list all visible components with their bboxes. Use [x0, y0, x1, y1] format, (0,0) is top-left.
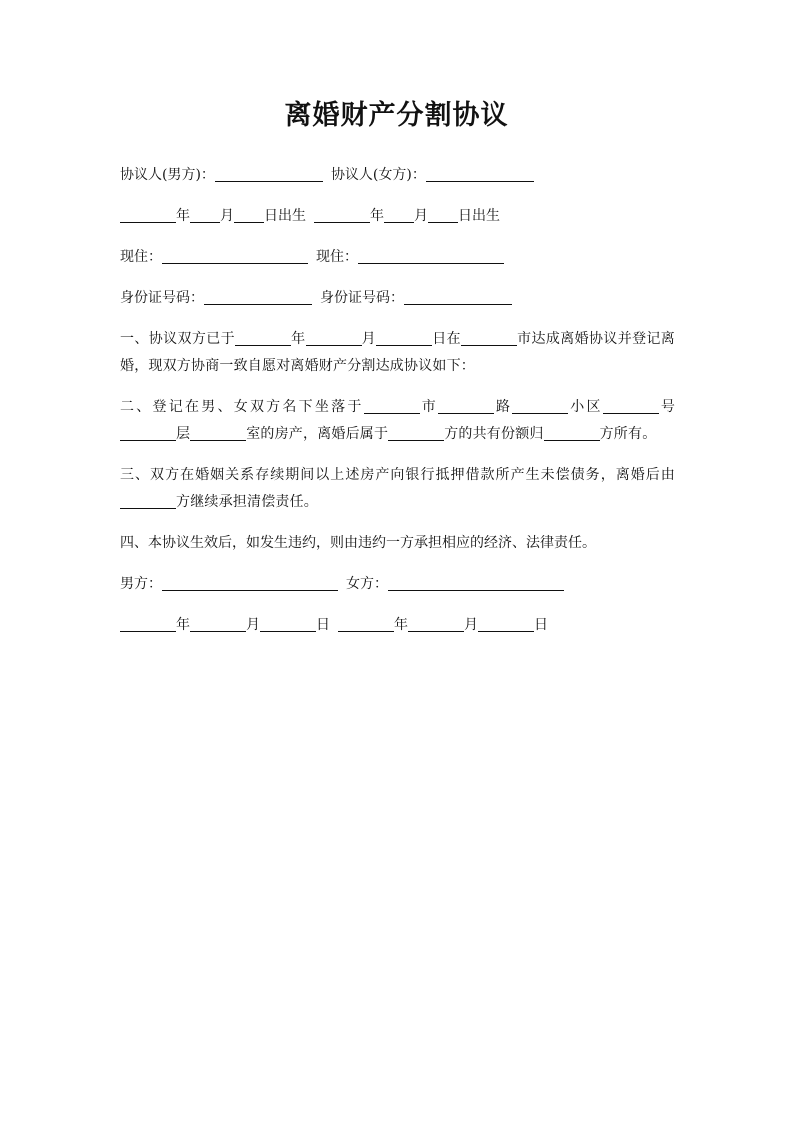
female-birth-month-blank[interactable]: [384, 208, 414, 223]
area-label: 小区: [568, 399, 603, 415]
clause-3: [120, 462, 675, 516]
male-residence-blank[interactable]: [162, 249, 308, 264]
residence-line: [120, 244, 675, 271]
female-id-label: 身份证号码：: [320, 290, 404, 306]
female-date-year-blank[interactable]: [338, 617, 394, 632]
male-signature-blank[interactable]: [162, 576, 338, 591]
clause-1-city-blank[interactable]: [461, 331, 517, 346]
month-label: 月: [464, 617, 478, 633]
city-label: 市: [419, 399, 438, 415]
female-signature-blank[interactable]: [388, 576, 564, 591]
female-signature-label: 女方：: [346, 576, 388, 592]
day-label: 日: [316, 617, 330, 633]
male-signature-label: 男方：: [120, 576, 162, 592]
female-date-day-blank[interactable]: [478, 617, 534, 632]
male-id-blank[interactable]: [204, 290, 312, 305]
clause-4: 四、本协议生效后，如发生违约，则由违约一方承担相应的经济、法律责任。: [120, 535, 596, 551]
month-label: 月: [246, 617, 260, 633]
day-born-label: 日出生: [458, 208, 500, 224]
clause-2-text: 室的房产，离婚后属于: [246, 426, 389, 442]
female-party-label: 协议人(女方)：: [330, 167, 426, 183]
day-label: 日: [534, 617, 548, 633]
clause-2-city-blank[interactable]: [364, 399, 420, 414]
year-label: 年: [370, 208, 384, 224]
female-birth-day-blank[interactable]: [428, 208, 458, 223]
document-title: 离婚财产分割协议: [284, 100, 509, 131]
clause-3-party-blank[interactable]: [120, 494, 176, 509]
clause-2-road-blank[interactable]: [438, 399, 494, 414]
clause-2-party-blank[interactable]: [388, 426, 444, 441]
male-residence-label: 现住：: [120, 249, 162, 265]
year-label: 年: [176, 208, 190, 224]
female-residence-label: 现住：: [316, 249, 358, 265]
clause-2-owner-blank[interactable]: [544, 426, 600, 441]
year-label: 年: [176, 617, 190, 633]
male-party-blank[interactable]: [215, 167, 323, 182]
document-body: [120, 162, 675, 653]
party-line: [120, 162, 675, 189]
month-label: 月: [414, 208, 428, 224]
female-date-month-blank[interactable]: [408, 617, 464, 632]
female-residence-blank[interactable]: [358, 249, 504, 264]
signature-line: [120, 571, 675, 598]
male-birth-month-blank[interactable]: [190, 208, 220, 223]
id-line: [120, 285, 675, 312]
clause-2-text: 方的共有份额归: [444, 426, 544, 442]
month-label: 月: [220, 208, 234, 224]
clause-1-year-blank[interactable]: [235, 331, 291, 346]
clause-1-day-blank[interactable]: [376, 331, 432, 346]
male-id-label: 身份证号码：: [120, 290, 204, 306]
clause-2-room-blank[interactable]: [190, 426, 246, 441]
male-birth-day-blank[interactable]: [234, 208, 264, 223]
road-label: 路: [493, 399, 513, 415]
date-line: [120, 612, 675, 639]
clause-2-number-blank[interactable]: [603, 399, 659, 414]
clause-2: [120, 394, 675, 448]
day-born-label: 日出生: [264, 208, 306, 224]
male-date-month-blank[interactable]: [190, 617, 246, 632]
year-label: 年: [394, 617, 408, 633]
female-birth-year-blank[interactable]: [314, 208, 370, 223]
clause-2-floor-blank[interactable]: [120, 426, 176, 441]
clause-1: [120, 326, 675, 380]
floor-label: 层: [176, 426, 191, 442]
male-date-year-blank[interactable]: [120, 617, 176, 632]
clause-2-text: 二、登记在男、女双方名下坐落于: [120, 399, 364, 415]
clause-2-area-blank[interactable]: [512, 399, 568, 414]
female-id-blank[interactable]: [404, 290, 512, 305]
clause-1-text: 一、协议双方已于: [120, 331, 235, 347]
month-label: 月: [361, 331, 377, 347]
clause-1-month-blank[interactable]: [306, 331, 362, 346]
clause-1-text: 日在: [432, 331, 461, 347]
male-party-label: 协议人(男方)：: [120, 167, 215, 183]
birth-line: [120, 203, 675, 230]
male-date-day-blank[interactable]: [260, 617, 316, 632]
clause-2-text: 方所有。: [599, 426, 657, 442]
year-label: 年: [290, 331, 306, 347]
clause-3-text: 方继续承担清偿责任。: [176, 494, 318, 510]
female-party-blank[interactable]: [426, 167, 534, 182]
clause-1-text: 市达成离婚协议并登记离婚，现双方协商一致自愿对离婚财产分割达成协议如下：: [120, 331, 676, 374]
clause-3-text: 三、双方在婚姻关系存续期间以上述房产向银行抵押借款所产生未偿债务，离婚后由: [120, 467, 675, 483]
male-birth-year-blank[interactable]: [120, 208, 176, 223]
number-label: 号: [658, 399, 676, 415]
